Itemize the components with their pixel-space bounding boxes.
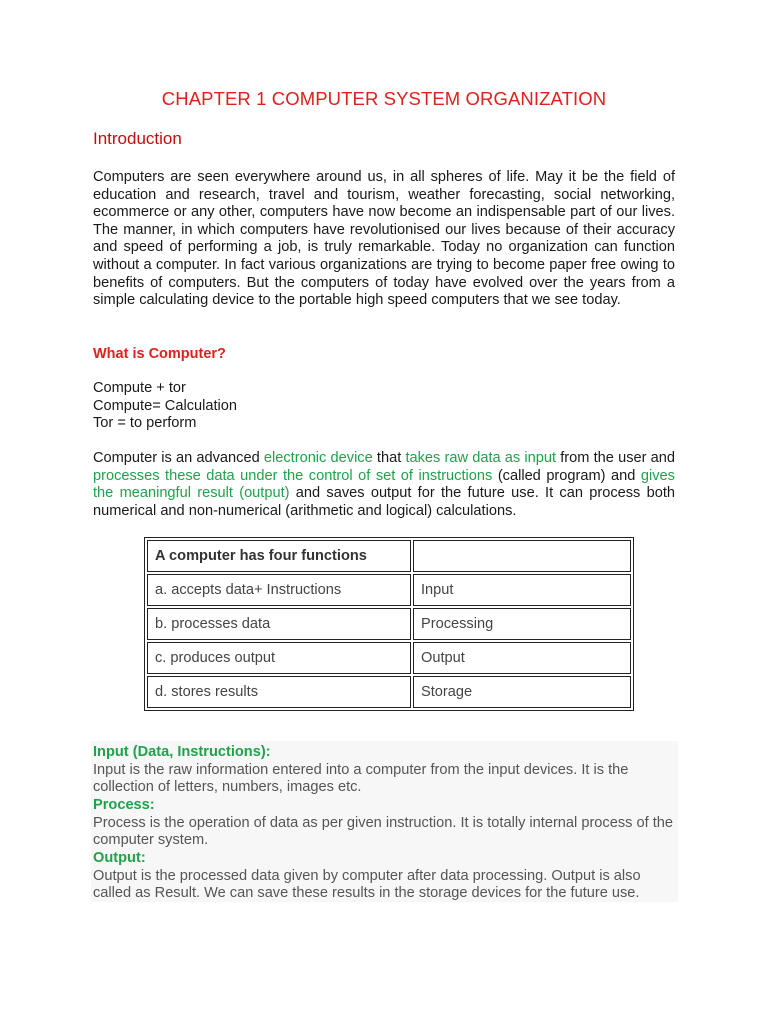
functions-table [144, 537, 634, 711]
category-cell: Output [413, 642, 631, 674]
category-cell: Processing [413, 608, 631, 640]
function-cell: d. stores results [147, 676, 411, 708]
output-description: Output is the processed data given by computer after data processing. Output is also called as Result. We can save these results in the storage devices for the future use. [93, 867, 641, 902]
etymology-line: Compute= Calculation [93, 397, 237, 414]
input-description: Input is the raw information entered into a computer from the input devices. It is the collection of letters, numbers, images etc. [93, 761, 629, 796]
table-header-row [147, 540, 631, 572]
definition-highlight: gives the meaningful result (output) [93, 467, 675, 502]
definition-highlight: takes raw data as input [405, 450, 557, 466]
output-section [93, 850, 678, 903]
what-is-computer-heading: What is Computer? [93, 346, 226, 362]
introduction-paragraph: Computers are seen everywhere around us, in all spheres of life. May it be the field of education and research, travel and tourism, weather forecasting, social networking, ecommerce or any other, computers have now become an indispensable part of our lives. The manner, in which computers have revolutionised our lives because of their accuracy and speed of performing a job, is truly remarkable. Today no organization can function without a computer. In fact various organizations are trying to become paper free owing to benefits of computers. But the computers of today have evolved over the years from a simple calculating device to the portable high speed computers that we see today. [93, 169, 675, 309]
table-row [147, 574, 631, 606]
function-cell: c. produces output [147, 642, 411, 674]
process-label: Process: [93, 797, 155, 813]
output-label: Output: [93, 850, 146, 866]
etymology-lines [93, 380, 237, 433]
function-cell: a. accepts data+ Instructions [147, 574, 411, 606]
definition-text: (called program) and [492, 467, 641, 484]
etymology-line: Tor = to perform [93, 415, 197, 432]
etymology-line: Compute + tor [93, 380, 186, 396]
definition-highlight: electronic device [263, 450, 373, 466]
computer-definition-paragraph [93, 450, 675, 520]
definition-text: and saves output for the future use. It can process both numerical and non-numerical (arithmetic and logical) calculations. [93, 485, 676, 519]
category-cell: Storage [413, 676, 631, 708]
table-header-cell: A computer has four functions [147, 540, 411, 572]
process-description: Process is the operation of data as per given instruction. It is totally internal process of the computer system. [93, 814, 674, 849]
category-cell: Input [413, 574, 631, 606]
chapter-title: CHAPTER 1 COMPUTER SYSTEM ORGANIZATION [161, 88, 607, 109]
definition-text: from the user and [556, 450, 676, 466]
table-row [147, 676, 631, 708]
definition-text: Computer is an advanced [93, 450, 264, 466]
table-row [147, 642, 631, 674]
table-row [147, 608, 631, 640]
input-label: Input (Data, Instructions): [93, 744, 271, 760]
definition-text: that [372, 450, 406, 466]
process-section [93, 797, 678, 850]
table-header-cell [413, 540, 631, 572]
function-cell: b. processes data [147, 608, 411, 640]
input-section [93, 744, 678, 797]
introduction-heading: Introduction [93, 129, 182, 148]
definition-highlight: processes these data under the control of set of instructions [93, 467, 493, 484]
